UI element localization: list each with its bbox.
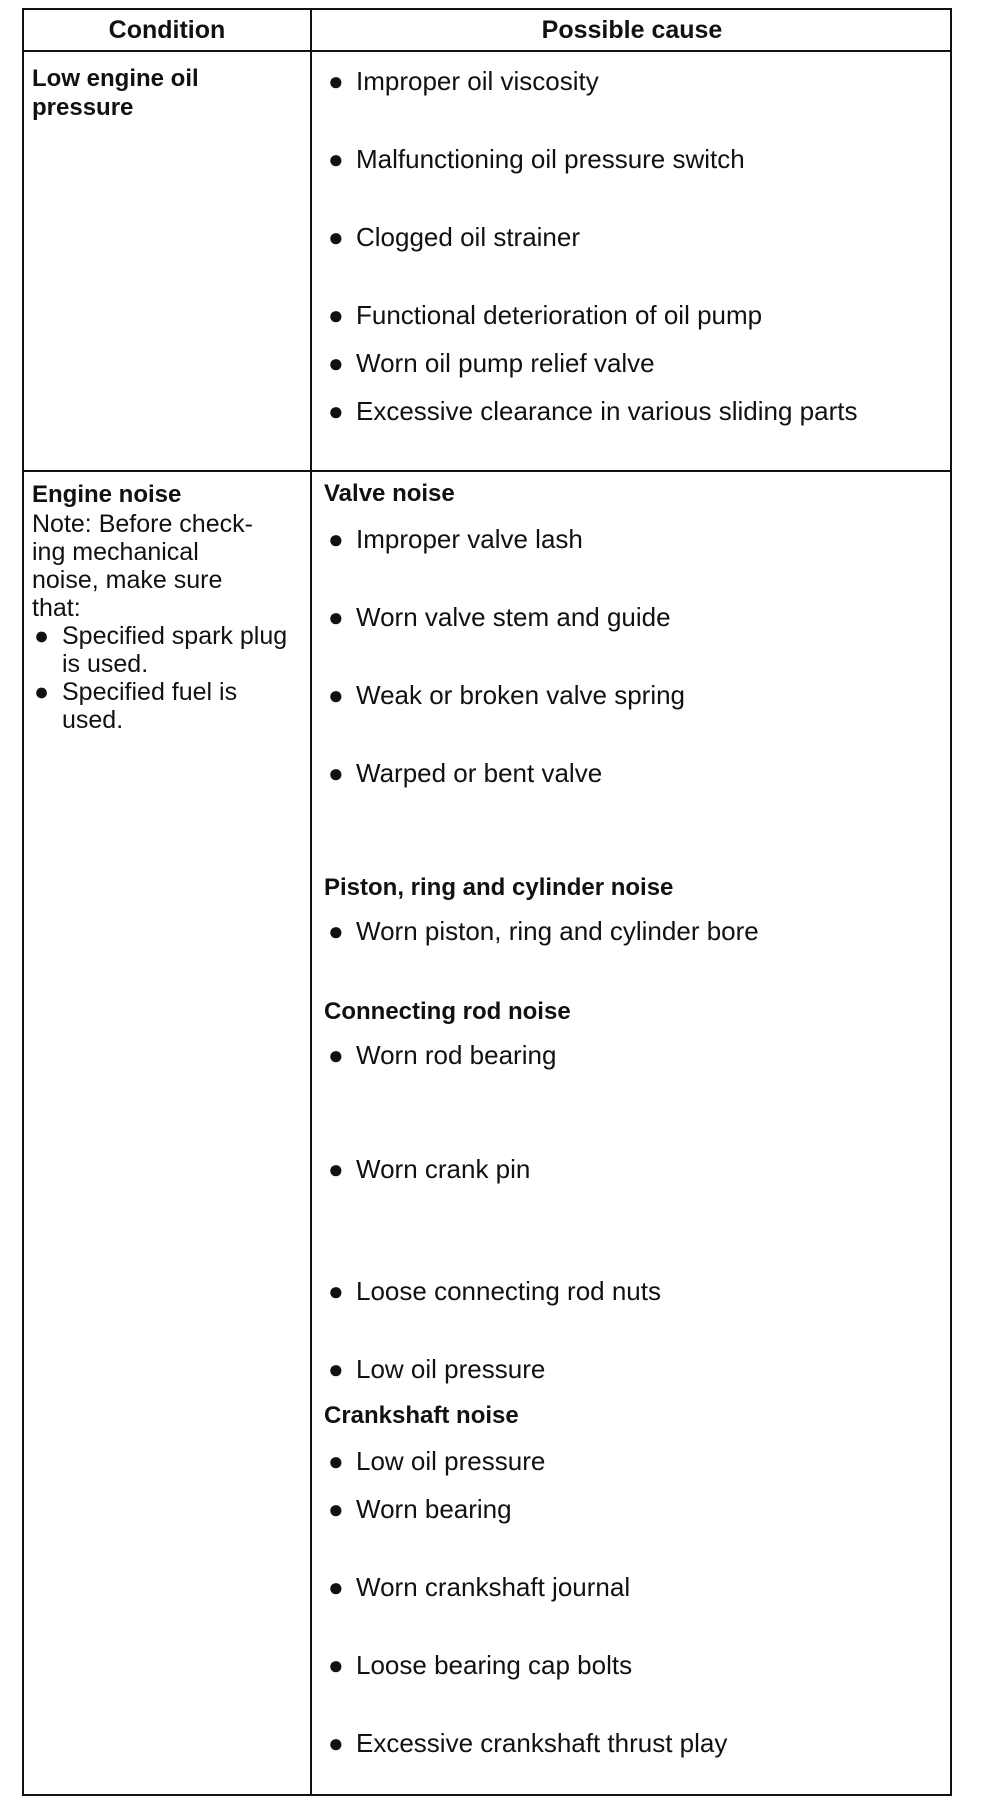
bullet-icon: ● — [328, 1040, 344, 1070]
bullet-icon: ● — [328, 1728, 344, 1758]
bullet-icon: ● — [328, 758, 344, 788]
cause-item: ● Improper valve lash — [328, 524, 583, 554]
cause-item: ● Worn rod bearing — [328, 1040, 557, 1070]
cause-item: ● Malfunctioning oil pressure switch — [328, 144, 745, 174]
troubleshooting-table — [22, 8, 952, 1796]
condition-low-engine-oil-pressure: Low engine oil pressure — [32, 65, 199, 121]
condition-note-line: Note: Before check- — [32, 510, 253, 538]
bullet-icon: ● — [328, 222, 344, 252]
row-divider — [24, 470, 950, 472]
condition-note-line: noise, make sure — [32, 566, 223, 594]
cause-item: ● Worn valve stem and guide — [328, 602, 671, 632]
bullet-icon: ● — [328, 396, 344, 426]
cause-item: ● Low oil pressure — [328, 1354, 546, 1384]
bullet-icon: ● — [328, 1572, 344, 1602]
cause-item: ● Clogged oil strainer — [328, 222, 581, 252]
condition-note-bullet: ● Specified spark plug is used. — [34, 622, 288, 678]
cause-item: ● Worn crank pin — [328, 1154, 531, 1184]
condition-note-line: ing mechanical — [32, 538, 199, 566]
condition-note-bullet: ● Specified fuel is used. — [34, 678, 238, 734]
condition-engine-noise: Engine noise — [32, 481, 182, 508]
bullet-icon: ● — [328, 1494, 344, 1524]
cause-item: ● Warped or bent valve — [328, 758, 603, 788]
cause-item: ● Worn oil pump relief valve — [328, 348, 655, 378]
cause-item: ● Worn bearing — [328, 1494, 512, 1524]
subheading-connecting-rod-noise: Connecting rod noise — [324, 998, 571, 1025]
bullet-icon: ● — [328, 1154, 344, 1184]
bullet-icon: ● — [328, 144, 344, 174]
header-condition: Condition — [108, 16, 226, 44]
condition-note-line: that: — [32, 594, 81, 622]
cause-item: ● Loose bearing cap bolts — [328, 1650, 633, 1680]
bullet-icon: ● — [34, 678, 50, 706]
cause-item: ● Worn crankshaft journal — [328, 1572, 631, 1602]
bullet-icon: ● — [328, 602, 344, 632]
subheading-valve-noise: Valve noise — [324, 480, 455, 507]
bullet-icon: ● — [328, 300, 344, 330]
cause-item: ● Functional deterioration of oil pump — [328, 300, 763, 330]
cause-item: ● Excessive crankshaft thrust play — [328, 1728, 728, 1758]
cause-item: ● Loose connecting rod nuts — [328, 1276, 661, 1306]
header-divider — [24, 50, 950, 52]
bullet-icon: ● — [328, 348, 344, 378]
header-possible-cause: Possible cause — [541, 16, 723, 44]
bullet-icon: ● — [328, 1650, 344, 1680]
cause-item: ● Excessive clearance in various sliding parts — [328, 396, 858, 426]
bullet-icon: ● — [34, 622, 50, 650]
cause-item: ● Improper oil viscosity — [328, 66, 599, 96]
subheading-crankshaft-noise: Crankshaft noise — [324, 1402, 519, 1429]
bullet-icon: ● — [328, 66, 344, 96]
subheading-piston-noise: Piston, ring and cylinder noise — [324, 874, 674, 901]
cause-item: ● Low oil pressure — [328, 1446, 546, 1476]
bullet-icon: ● — [328, 524, 344, 554]
bullet-icon: ● — [328, 1446, 344, 1476]
cause-item: ● Worn piston, ring and cylinder bore — [328, 916, 759, 946]
column-divider — [310, 10, 312, 1794]
bullet-icon: ● — [328, 916, 344, 946]
bullet-icon: ● — [328, 1276, 344, 1306]
bullet-icon: ● — [328, 1354, 344, 1384]
bullet-icon: ● — [328, 680, 344, 710]
cause-item: ● Weak or broken valve spring — [328, 680, 686, 710]
